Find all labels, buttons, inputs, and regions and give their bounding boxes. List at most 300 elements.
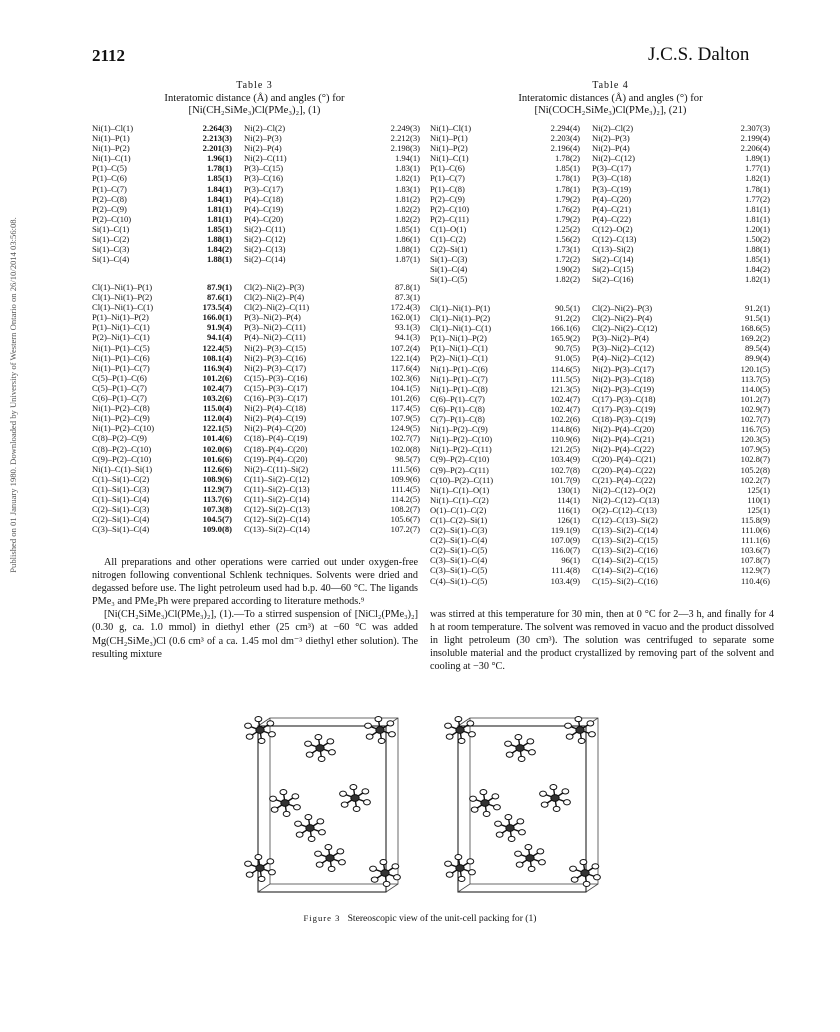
table-cell: 1.87(1): [394, 254, 420, 265]
table-cell: 101.2(6): [390, 393, 420, 404]
table3-distances: [92, 123, 420, 264]
table-cell: 166.0(1): [202, 312, 232, 323]
atom: [271, 807, 278, 812]
table-cell: Ni(2)–C(12): [592, 153, 635, 164]
table-row: [430, 374, 770, 384]
table-row: [430, 303, 770, 313]
table-cell: 2.203(4): [550, 133, 580, 144]
table-cell: P(1)–C(7): [92, 183, 127, 194]
table-cell: Ni(1)–P(1): [430, 133, 468, 144]
table-cell: C(11)–Si(2)–C(14): [244, 493, 310, 504]
atom: [381, 870, 389, 877]
atom: [378, 738, 385, 743]
table-cell: C(7)–P(1)–C(8): [430, 414, 485, 425]
atom: [526, 855, 534, 862]
table-cell: C(9)–P(2)–C(11): [430, 464, 489, 475]
table-cell: Ni(2)–P(3)–C(18): [592, 373, 655, 384]
table-cell: Si(2)–C(11): [244, 223, 286, 234]
table-cell: 108.1(4): [202, 352, 232, 363]
atom: [337, 849, 344, 854]
table-cell: 2.212(3): [390, 133, 420, 144]
atom: [455, 854, 462, 859]
table-cell: 2.201(3): [202, 143, 232, 154]
table-cell: Ni(1)–P(2)–C(11): [430, 444, 492, 455]
atom: [467, 859, 474, 864]
table-cell: Cl(2)–Ni(2)–P(4): [244, 292, 305, 303]
table-row: [92, 484, 420, 494]
table-cell: Ni(2)–P(3): [244, 133, 282, 144]
table-cell: C(12)–Si(2)–C(14): [244, 514, 310, 525]
atom: [518, 756, 525, 761]
table-cell: 1.94(1): [394, 153, 420, 164]
table4-title-line2: [Ni(COCH₂SiMe₃)Cl(PMe₃)₂], (21): [534, 105, 687, 116]
atom: [370, 866, 377, 871]
table-cell: 110.4(6): [740, 575, 770, 586]
table-row: [92, 454, 420, 464]
table-cell: 1.81(2): [394, 193, 420, 204]
table-cell: 105.6(7): [390, 514, 420, 525]
table3-angles: [92, 282, 420, 534]
table-cell: P(3)–Ni(2)–C(11): [244, 322, 306, 333]
left-paragraph-2: To a stirred suspension of [NiCl₂(PMe₃)₂] (0.30 g, ca. 1.0 mmol) in diethyl ether (25 cm³) at −60 °C was added Mg(CH₂SiMe₃)Cl (0.6 cm³ of a ca. 1.45 mol dm⁻³ diethyl ether solution). The resulting mixture: [92, 609, 418, 660]
table-cell: 101.2(7): [740, 393, 770, 404]
table-cell: Si(2)–C(14): [592, 254, 634, 265]
atom: [505, 814, 512, 819]
table-cell: P(4)–C(18): [244, 193, 284, 204]
atom: [570, 866, 577, 871]
atom: [467, 721, 474, 726]
table-cell: C(12)–O(2): [592, 223, 633, 234]
table-row: [430, 254, 770, 264]
table4-angles: [430, 303, 770, 586]
table-cell: 168.6(5): [740, 323, 770, 334]
table-cell: Ni(1)–P(2): [92, 143, 130, 154]
atom: [515, 851, 522, 856]
table-row: [430, 565, 770, 575]
table-cell: 113.7(6): [203, 493, 232, 504]
table-cell: P(1)–Ni(1)–P(2): [430, 333, 487, 344]
atom: [380, 859, 387, 864]
table-cell: Si(1)–C(5): [430, 274, 468, 285]
table-cell: 112.6(6): [203, 463, 232, 474]
table-cell: 1.81(1): [206, 213, 232, 224]
table-row: [92, 332, 420, 342]
table-row: [92, 173, 420, 183]
journal-name: J.C.S. Dalton: [648, 44, 750, 65]
atom: [505, 741, 512, 746]
table4-distances: [430, 123, 770, 285]
atom: [528, 866, 535, 871]
table-cell: Ni(1)–P(2)–C(9): [430, 424, 488, 435]
table-cell: C(2)–Si(1)–C(5): [430, 545, 488, 556]
table-cell: 2.294(4): [550, 123, 580, 133]
table-cell: 1.50(2): [744, 234, 770, 245]
table-cell: 1.81(1): [744, 203, 770, 214]
table-cell: C(18)–P(4)–C(20): [244, 443, 308, 454]
table-cell: Si(2)–C(16): [592, 274, 634, 285]
table-cell: C(8)–P(2)–C(9): [92, 433, 147, 444]
table-cell: P(4)–Ni(2)–C(11): [244, 332, 306, 343]
table-cell: C(18)–P(4)–C(19): [244, 433, 308, 444]
figure3-caption-text: Stereoscopic view of the unit-cell packing for (1): [347, 913, 537, 924]
atom: [364, 800, 371, 805]
table-cell: 94.1(4): [206, 332, 232, 343]
table-cell: 1.82(1): [744, 274, 770, 285]
atom: [539, 860, 546, 865]
table3-title-line1: Interatomic distance (Å) and angles (°) for: [164, 92, 345, 104]
table-cell: Ni(1)–C(1)–Si(1): [92, 463, 153, 474]
atom: [305, 741, 312, 746]
table3-label: Table 3: [236, 80, 273, 91]
left-paragraph-1: All preparations and other operations were carried out under oxygen-free nitrogen following conventional Schlenk techniques. Solvents were dried and degassed before use. The light petroleum used had b.p. 40—60 °C. The ligands PMe₃ and PMe₂Ph were prepared according to literature methods.⁹: [92, 557, 418, 608]
table-cell: 1.88(1): [744, 244, 770, 255]
table-row: [430, 404, 770, 414]
table-cell: 91.5(1): [744, 313, 770, 324]
table-row: [92, 403, 420, 413]
table-cell: P(3)–C(18): [592, 173, 632, 184]
atom: [365, 723, 372, 728]
atom: [578, 738, 585, 743]
table-cell: 111.5(5): [551, 373, 580, 384]
atom: [575, 716, 582, 721]
table-cell: C(2)–Si(1)–C(4): [430, 535, 488, 546]
table-cell: Ni(2)–P(4)–C(20): [592, 424, 655, 435]
table-row: [430, 434, 770, 444]
table-cell: Ni(1)–P(2): [430, 143, 468, 154]
atom: [328, 866, 335, 871]
table-cell: 102.8(7): [740, 454, 770, 465]
table-cell: P(2)–C(9): [430, 193, 465, 204]
table-row: [430, 384, 770, 394]
table-row: [430, 194, 770, 204]
table-cell: 1.82(1): [394, 173, 420, 184]
table-cell: Cl(1)–Ni(1)–P(2): [92, 292, 153, 303]
table-cell: 1.77(1): [744, 163, 770, 174]
table-row: [92, 393, 420, 403]
table-row: [92, 302, 420, 312]
table-cell: Si(1)–C(2): [92, 234, 130, 245]
table-cell: 2.249(3): [390, 123, 420, 133]
table-cell: Si(2)–C(12): [244, 234, 286, 245]
atom: [256, 865, 264, 872]
table-cell: Ni(2)–P(4)–C(19): [244, 413, 307, 424]
table-cell: Ni(1)–P(1)–C(7): [92, 362, 150, 373]
table-cell: 107.9(5): [390, 413, 420, 424]
atom: [246, 734, 253, 739]
table-row: [430, 323, 770, 333]
left-column-text: [92, 556, 418, 661]
table-cell: C(20)–P(4)–C(22): [592, 464, 656, 475]
table-row: [92, 524, 420, 534]
table-cell: Cl(2)–Ni(2)–P(3): [244, 282, 305, 292]
atom: [516, 745, 524, 752]
table-cell: P(1)–C(7): [430, 173, 465, 184]
table-cell: P(3)–Ni(2)–P(4): [244, 312, 301, 323]
table-cell: Ni(2)–Cl(2): [244, 123, 286, 133]
table-cell: 1.83(1): [394, 183, 420, 194]
atom: [308, 836, 315, 841]
table-row: [430, 394, 770, 404]
table-cell: 1.77(2): [744, 193, 770, 204]
table-cell: Ni(1)–C(1): [92, 153, 131, 164]
table-row: [92, 282, 420, 292]
table-cell: C(6)–P(1)–C(8): [430, 403, 485, 414]
table-cell: 108.9(6): [202, 473, 232, 484]
table-cell: C(6)–P(1)–C(7): [92, 393, 147, 404]
table-cell: P(3)–Ni(2)–P(4): [592, 333, 649, 344]
table-row: [92, 322, 420, 332]
atom: [446, 872, 453, 877]
table-cell: 1.90(2): [554, 264, 580, 275]
table-cell: 2.206(4): [740, 143, 770, 154]
table-row: [92, 373, 420, 383]
table-cell: P(2)–C(9): [92, 203, 127, 214]
atom: [458, 876, 465, 881]
table-cell: Si(1)–C(4): [92, 254, 130, 265]
table-cell: 109.0(8): [202, 524, 232, 535]
table-row: [92, 514, 420, 524]
table-cell: 91.2(2): [554, 313, 580, 324]
table-cell: 125(1): [747, 484, 770, 495]
table-cell: Ni(1)–Cl(1): [92, 123, 134, 133]
atom: [371, 877, 378, 882]
atom: [267, 859, 274, 864]
atom: [494, 805, 501, 810]
table-row: [92, 494, 420, 504]
atom: [458, 738, 465, 743]
table-cell: Cl(2)–Ni(2)–C(12): [592, 323, 658, 334]
table-cell: 1.79(2): [554, 213, 580, 224]
table-cell: 102.0(6): [202, 443, 232, 454]
table-cell: 102.9(7): [740, 403, 770, 414]
atom: [581, 870, 589, 877]
table-cell: 115.8(9): [740, 514, 770, 525]
table-cell: 126(1): [557, 514, 580, 525]
table-cell: 94.1(3): [394, 332, 420, 343]
table-cell: 98.5(7): [394, 453, 420, 464]
table-cell: 1.82(2): [394, 203, 420, 214]
table-row: [430, 184, 770, 194]
table-cell: 172.4(3): [390, 302, 420, 313]
atom: [376, 727, 384, 734]
side-note-text: Published on 01 January 1980. Downloaded by University of Western Ontario on 26/10/2014 03:56:08.: [8, 217, 18, 573]
table-row: [430, 274, 770, 284]
atom: [470, 796, 477, 801]
table-cell: C(16)–P(3)–C(17): [244, 393, 308, 404]
table-cell: 1.73(1): [554, 244, 580, 255]
atom: [495, 821, 502, 826]
atom: [469, 732, 476, 737]
table-cell: 87.8(1): [394, 282, 420, 292]
atom: [564, 800, 571, 805]
table-row: [92, 254, 420, 264]
table-cell: C(1)–O(1): [430, 223, 467, 234]
table-cell: 110(1): [747, 494, 770, 505]
atom: [339, 860, 346, 865]
atom: [295, 821, 302, 826]
atom: [258, 876, 265, 881]
table-cell: 102.0(8): [390, 443, 420, 454]
table-cell: 1.85(1): [206, 223, 232, 234]
table-row: [430, 545, 770, 555]
table-cell: 1.78(1): [554, 183, 580, 194]
table-cell: C(18)–P(3)–C(19): [592, 414, 656, 425]
table-cell: 1.78(2): [554, 153, 580, 164]
table-cell: P(4)–C(21): [592, 203, 632, 214]
table-cell: 107.2(4): [390, 342, 420, 353]
table-cell: Ni(1)–C(1): [430, 153, 469, 164]
table-row: [92, 184, 420, 194]
table-row: [430, 173, 770, 183]
atom: [294, 805, 301, 810]
atom: [316, 745, 324, 752]
table-cell: 1.81(1): [206, 203, 232, 214]
table-cell: 89.9(4): [744, 353, 770, 364]
table-cell: P(4)–Ni(2)–C(12): [592, 353, 655, 364]
table-cell: P(2)–Ni(1)–C(1): [430, 353, 488, 364]
atom: [506, 825, 514, 832]
table-cell: Ni(1)–P(1)–C(6): [430, 363, 488, 374]
table-cell: Ni(1)–P(1): [92, 133, 130, 144]
table4-label: Table 4: [592, 80, 629, 91]
table-cell: 91.9(4): [206, 322, 232, 333]
atom: [306, 825, 314, 832]
table-cell: 110.9(6): [550, 434, 580, 445]
atom: [394, 875, 401, 880]
table-cell: 121.2(5): [550, 444, 580, 455]
table-cell: Cl(1)–Ni(1)–P(1): [430, 303, 491, 313]
atom: [246, 872, 253, 877]
atom: [571, 877, 578, 882]
table-row: [430, 475, 770, 485]
table-row: [92, 224, 420, 234]
atom: [580, 859, 587, 864]
atom: [537, 849, 544, 854]
atom: [506, 752, 513, 757]
table-cell: 103.4(9): [550, 575, 580, 586]
table-cell: 101.2(6): [202, 372, 232, 383]
table-row: [92, 312, 420, 322]
atom: [245, 861, 252, 866]
atom: [350, 784, 357, 789]
table-row: [430, 424, 770, 434]
table-cell: 114(1): [557, 494, 580, 505]
table-cell: 101.4(6): [202, 433, 232, 444]
table-cell: 166.1(6): [550, 323, 580, 334]
table-cell: 91.0(5): [554, 353, 580, 364]
table-cell: C(15)–P(3)–C(17): [244, 382, 308, 393]
table-cell: P(4)–C(20): [244, 213, 284, 224]
atom: [583, 881, 590, 886]
table-cell: 130(1): [557, 484, 580, 495]
table-cell: 102.4(7): [202, 382, 232, 393]
table-cell: 107.0(9): [550, 535, 580, 546]
table-cell: C(2)–Si(1)–C(3): [430, 525, 488, 536]
table-row: [92, 444, 420, 454]
table-cell: C(1)–C(2)–Si(1): [430, 514, 488, 525]
table-cell: Ni(2)–P(3)–C(19): [592, 383, 655, 394]
table-cell: 102.7(7): [390, 433, 420, 444]
atom: [565, 723, 572, 728]
table4-caption: [448, 80, 773, 118]
table-cell: 111.4(8): [551, 565, 580, 576]
table-cell: P(4)–C(20): [592, 193, 632, 204]
table-cell: 102.7(7): [740, 414, 770, 425]
table-cell: 2.307(3): [740, 123, 770, 133]
table-cell: 87.6(1): [206, 292, 232, 303]
table-cell: C(3)–Si(1)–C(4): [92, 524, 150, 535]
table-cell: P(1)–Ni(1)–C(1): [92, 322, 150, 333]
table-cell: Ni(1)–P(1)–C(8): [430, 383, 488, 394]
table-cell: 1.82(2): [554, 274, 580, 285]
table-cell: 1.81(1): [744, 213, 770, 224]
atom: [592, 864, 599, 869]
table-cell: C(13)–Si(2)–C(14): [244, 524, 310, 535]
table-cell: Si(2)–C(15): [592, 264, 634, 275]
table-cell: C(6)–P(1)–C(7): [430, 393, 485, 404]
table-cell: 112.9(7): [203, 483, 232, 494]
table-row: [430, 133, 770, 143]
table-cell: 1.88(1): [206, 234, 232, 245]
table-cell: P(1)–C(6): [92, 173, 127, 184]
figure3-label: Figure 3: [303, 913, 341, 923]
table-row: [430, 505, 770, 515]
atom: [587, 721, 594, 726]
table-cell: C(2)–Si(1)–C(4): [92, 514, 150, 525]
atom: [392, 864, 399, 869]
table-cell: C(14)–Si(2)–C(15): [592, 555, 658, 566]
table-row: [430, 515, 770, 525]
table-row: [430, 333, 770, 343]
atom: [329, 750, 336, 755]
atom: [292, 794, 299, 799]
table-cell: 1.85(1): [394, 223, 420, 234]
atom: [508, 836, 515, 841]
table-row: [92, 133, 420, 143]
atom: [540, 791, 547, 796]
table-cell: C(17)–P(3)–C(19): [592, 403, 656, 414]
table-cell: C(13)–Si(2)–C(15): [592, 535, 658, 546]
atom: [496, 832, 503, 837]
table-cell: Cl(1)–Ni(1)–C(1): [92, 302, 154, 313]
table-cell: P(4)–C(19): [244, 203, 284, 214]
table-cell: 104.1(5): [390, 382, 420, 393]
table-cell: 87.3(1): [394, 292, 420, 303]
atom: [255, 716, 262, 721]
table-cell: Si(1)–C(3): [92, 244, 130, 255]
table-cell: 90.5(1): [554, 303, 580, 313]
atom: [255, 854, 262, 859]
figure3-caption: [200, 913, 640, 924]
table-cell: P(2)–C(10): [430, 203, 470, 214]
table-cell: 103.4(9): [550, 454, 580, 465]
cell-edge: [458, 884, 470, 892]
atom: [469, 870, 476, 875]
table-cell: Ni(2)–P(3)–C(15): [244, 342, 307, 353]
table-cell: 107.3(8): [202, 504, 232, 515]
table-cell: Ni(1)–P(1)–C(6): [92, 352, 150, 363]
table-cell: P(1)–C(6): [430, 163, 465, 174]
table-cell: 108.2(7): [390, 504, 420, 515]
table-cell: C(3)–Si(1)–C(4): [430, 555, 488, 566]
table-cell: Si(2)–C(14): [244, 254, 286, 265]
table-row: [430, 465, 770, 475]
table-cell: 116(1): [557, 504, 580, 515]
table-cell: 2.213(3): [202, 133, 232, 144]
table-row: [92, 244, 420, 254]
table-cell: P(1)–C(8): [430, 183, 465, 194]
table-cell: C(1)–Si(1)–C(3): [92, 483, 150, 494]
